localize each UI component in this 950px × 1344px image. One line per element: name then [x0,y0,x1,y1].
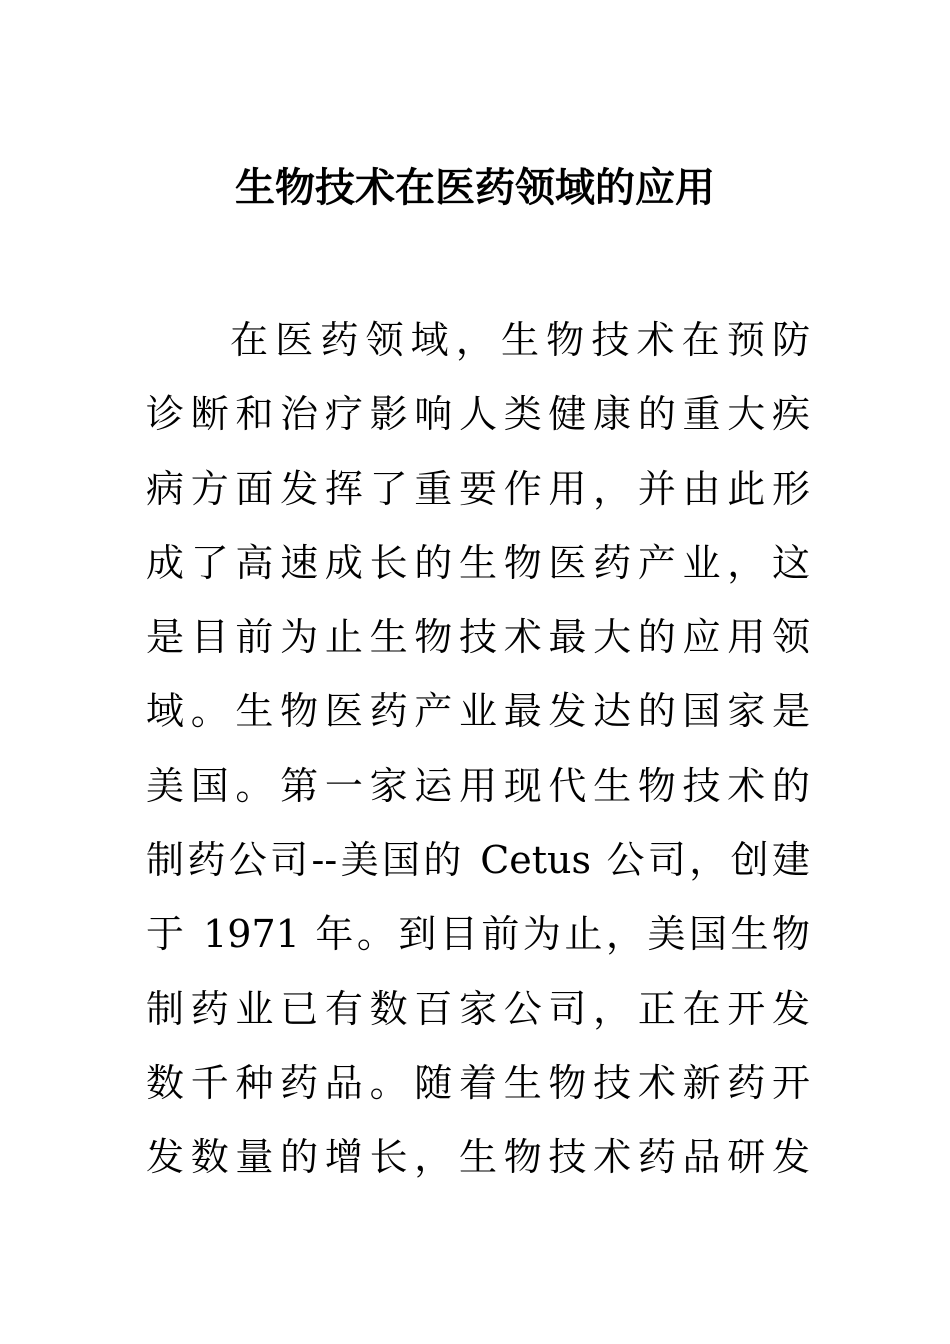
paragraph-line: 诊断和治疗影响人类健康的重大疾 [146,392,810,437]
paragraph-line: 域。生物医药产业最发达的国家是 [146,689,810,734]
paragraph-line: 美国。第一家运用现代生物技术的 [146,763,810,808]
paragraph-line: 成了高速成长的生物医药产业，这 [146,540,810,585]
paragraph-line: 是目前为止生物技术最大的应用领 [146,615,810,660]
paragraph-line: 数千种药品。随着生物技术新药开 [146,1060,810,1105]
paragraph-line: 发数量的增长，生物技术药品研发 [146,1135,810,1180]
document-paragraph [146,303,810,1195]
paragraph-line: 制药业已有数百家公司，正在开发 [146,986,810,1031]
paragraph-line: 于 1971 年。到目前为止，美国生物 [146,912,810,957]
paragraph-line: 制药公司--美国的 Cetus 公司，创建 [146,838,810,883]
paragraph-line: 病方面发挥了重要作用，并由此形 [146,466,810,511]
paragraph-line: 在医药领域，生物技术在预防 [230,318,810,362]
document-title: 生物技术在医药领域的应用 [235,164,715,211]
